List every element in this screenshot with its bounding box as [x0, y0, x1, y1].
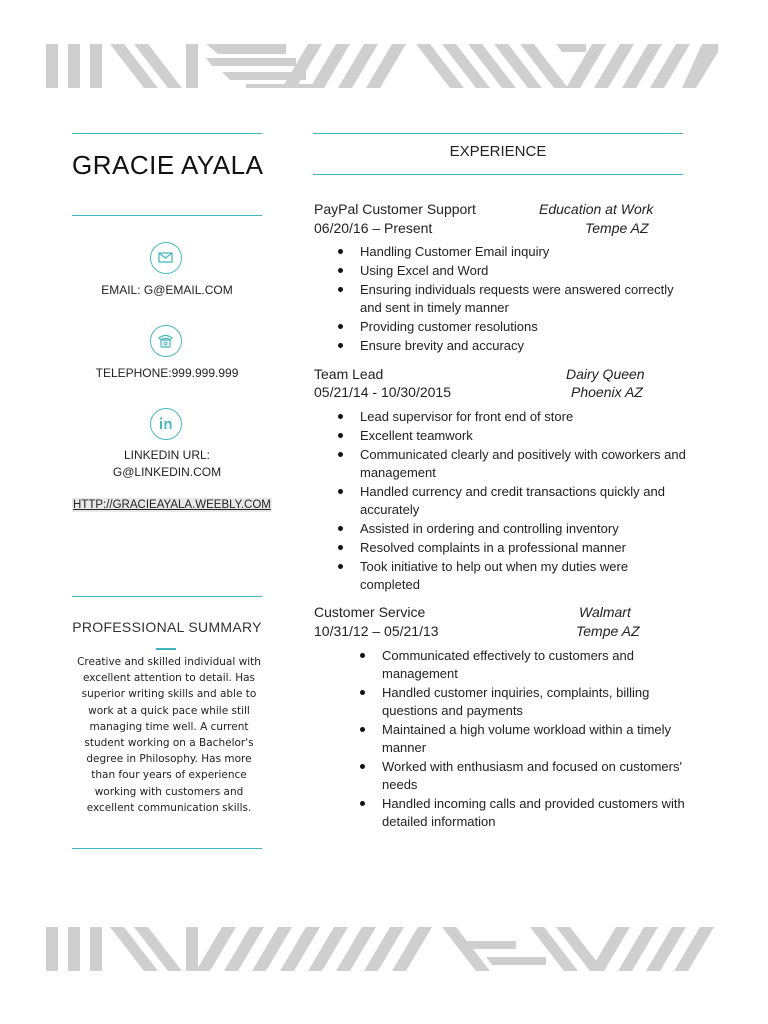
decorative-stripe-band-bottom	[46, 927, 718, 971]
job-dates: 05/21/14 - 10/30/2015	[314, 384, 452, 400]
job-organization: Dairy Queen	[566, 366, 645, 382]
summary-heading: PROFESSIONAL SUMMARY	[72, 619, 262, 635]
job-title: Customer Service	[314, 604, 426, 620]
job-title: Team Lead	[314, 366, 384, 382]
divider-line	[72, 848, 262, 849]
job-organization: Education at Work	[539, 201, 654, 217]
list-item: Ensure brevity and accuracy	[338, 337, 678, 355]
website-link[interactable]: HTTP://GRACIEAYALA.WEEBLY.COM	[73, 499, 271, 511]
list-item: Providing customer resolutions	[338, 318, 678, 336]
divider-line	[72, 133, 262, 134]
list-item: Handling Customer Email inquiry	[338, 243, 678, 261]
job-organization: Walmart	[579, 604, 631, 620]
decorative-stripe-band-top	[46, 44, 718, 88]
job-bullets	[338, 408, 688, 594]
list-item: Ensuring individuals requests were answered correctly and sent in timely manner	[338, 281, 678, 317]
job-title: PayPal Customer Support	[314, 201, 476, 217]
divider-line	[313, 133, 683, 134]
list-item: Worked with enthusiasm and focused on customers' needs	[360, 758, 690, 794]
job-dates: 10/31/12 – 05/21/13	[314, 623, 439, 639]
list-item: Lead supervisor for front end of store	[338, 408, 688, 426]
job-dates: 06/20/16 – Present	[314, 220, 433, 236]
summary-accent-bar	[156, 648, 176, 650]
linkedin-url: G@LINKEDIN.COM	[112, 465, 222, 479]
job-bullets	[338, 243, 678, 355]
divider-line	[313, 174, 683, 175]
list-item: Excellent teamwork	[338, 427, 688, 445]
summary-text: Creative and skilled individual with excellent attention to detail. Has superior writing skills and able to work at a quick pace while still managing time well. A current student working on a Bachelor's degree in Philosophy. Has more than four years of experience working with customers and excellent communication skills.	[77, 656, 261, 814]
list-item: Assisted in ordering and controlling inventory	[338, 520, 688, 538]
divider-line	[72, 596, 262, 597]
job-location: Tempe AZ	[585, 220, 649, 236]
telephone-text: TELEPHONE:999.999.999	[95, 366, 239, 380]
list-item: Resolved complaints in a professional manner	[338, 539, 688, 557]
envelope-icon	[150, 242, 182, 274]
job-location: Tempe AZ	[576, 623, 640, 639]
linkedin-label: LINKEDIN URL:	[123, 448, 211, 462]
list-item: Communicated clearly and positively with coworkers and management	[338, 446, 688, 482]
job-location: Phoenix AZ	[571, 384, 643, 400]
list-item: Handled currency and credit transactions quickly and accurately	[338, 483, 688, 519]
list-item: Handled customer inquiries, complaints, billing questions and payments	[360, 684, 690, 720]
list-item: Handled incoming calls and provided customers with detailed information	[360, 795, 690, 831]
linkedin-icon	[150, 408, 182, 440]
list-item: Using Excel and Word	[338, 262, 678, 280]
divider-line	[72, 215, 262, 216]
candidate-name: GRACIE AYALA	[72, 150, 264, 180]
list-item: Maintained a high volume workload within a timely manner	[360, 721, 690, 757]
job-bullets	[360, 647, 690, 831]
experience-heading: EXPERIENCE	[449, 143, 547, 160]
list-item: Took initiative to help out when my duties were completed	[338, 558, 688, 594]
telephone-icon	[150, 325, 182, 357]
list-item: Communicated effectively to customers and management	[360, 647, 690, 683]
email-text: EMAIL: G@EMAIL.COM	[101, 283, 233, 297]
